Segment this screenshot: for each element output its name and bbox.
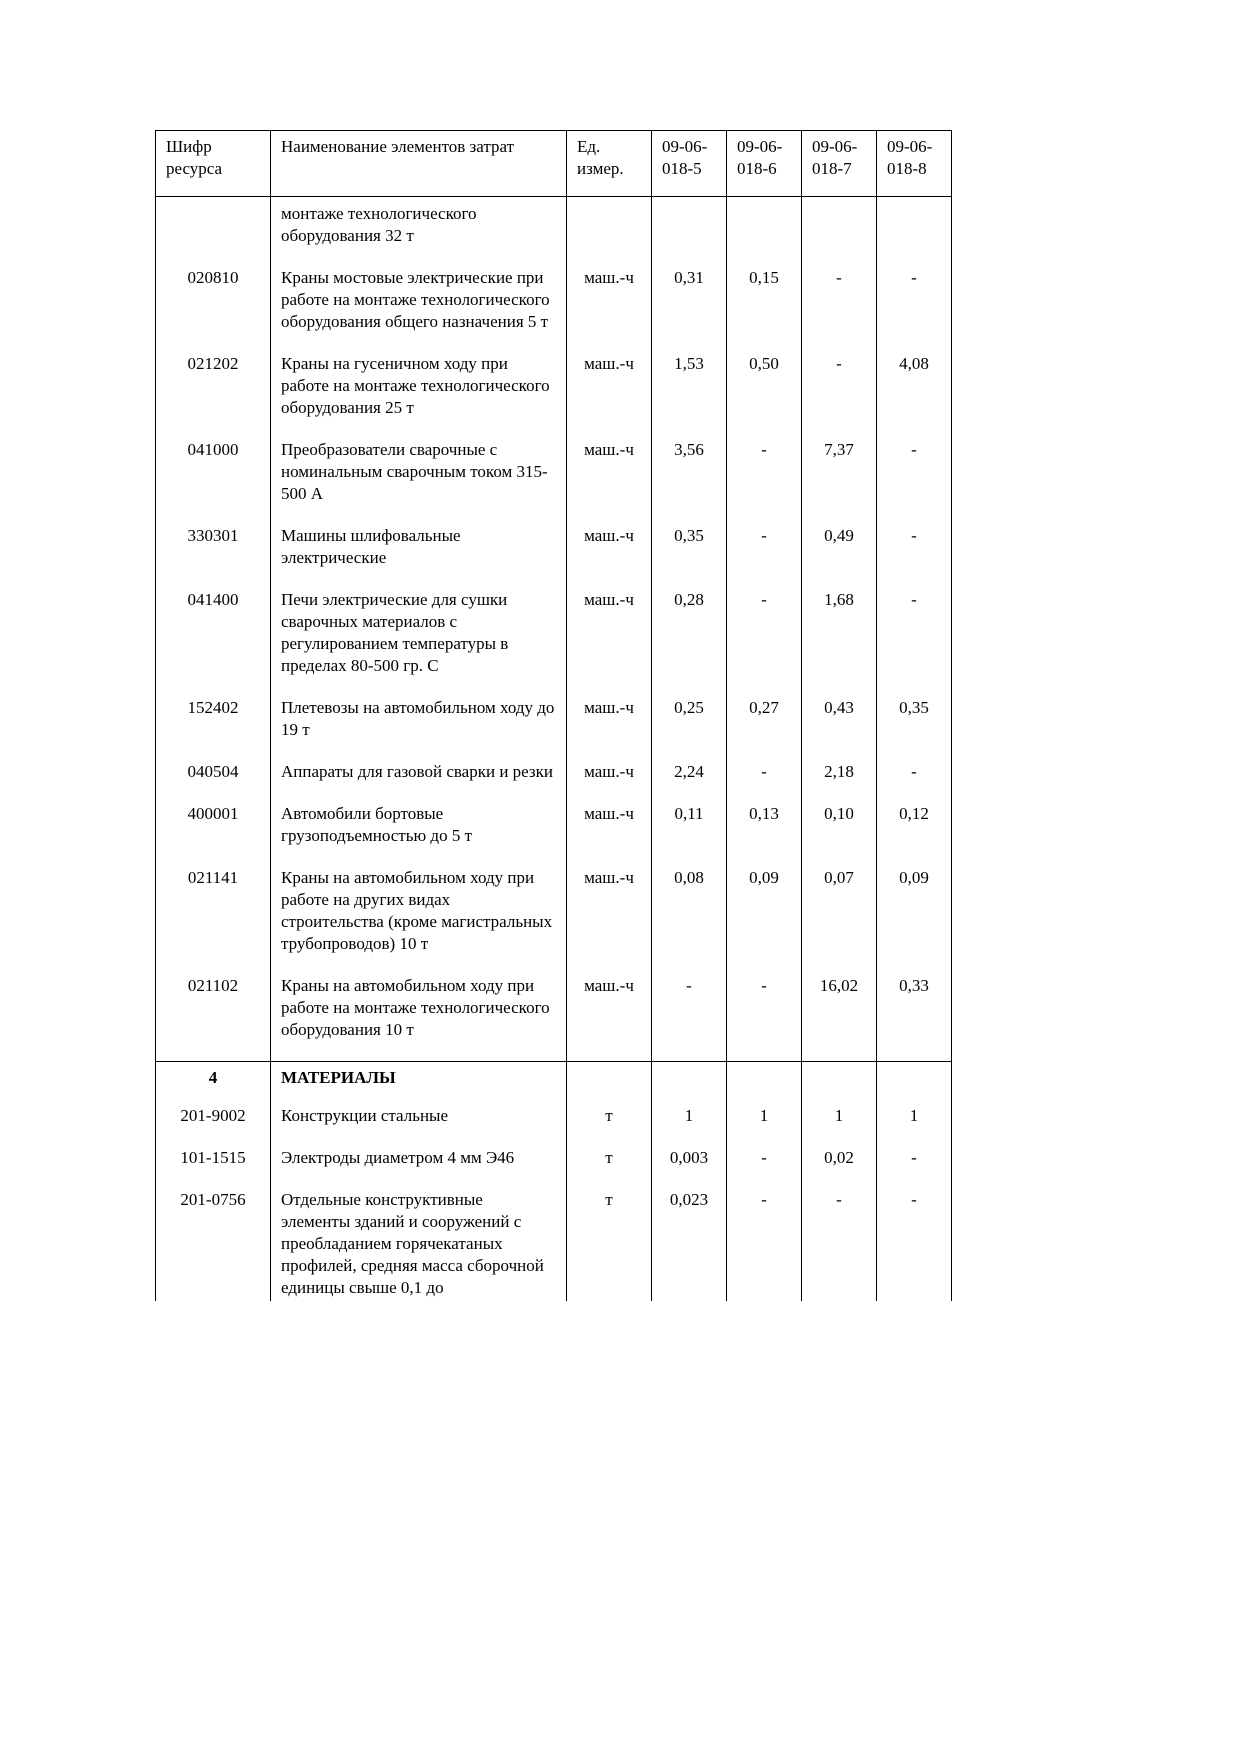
cost-element-name: Электроды диаметром 4 мм Э46 (271, 1147, 567, 1189)
section-row-materials (156, 1062, 952, 1106)
cost-element-name: Конструкции стальные (271, 1105, 567, 1147)
cost-element-name: Краны мостовые электрические при работе на монтаже технологического оборудования общего назначения 5 т (271, 267, 567, 353)
value-018-6 (727, 197, 802, 268)
unit-of-measure: т (567, 1105, 652, 1147)
resource-code: 020810 (156, 267, 271, 353)
unit-of-measure: маш.-ч (567, 439, 652, 525)
value-018-7: 7,37 (802, 439, 877, 525)
resource-code: 400001 (156, 803, 271, 867)
resource-code: 021102 (156, 975, 271, 1062)
resource-code (156, 197, 271, 268)
value-018-8: 0,33 (877, 975, 952, 1062)
value-018-8: 1 (877, 1105, 952, 1147)
cost-element-name: Плетевозы на автомобильном ходу до 19 т (271, 697, 567, 761)
value-018-8: - (877, 761, 952, 803)
unit-of-measure: маш.-ч (567, 761, 652, 803)
cost-element-name: Краны на автомобильном ходу при работе на других видах строительства (кроме магистральных трубопроводов) 10 т (271, 867, 567, 975)
value-018-6: - (727, 761, 802, 803)
unit-of-measure (567, 197, 652, 268)
cost-element-name: Краны на автомобильном ходу при работе на монтаже технологического оборудования 10 т (271, 975, 567, 1062)
value-018-5: 0,08 (652, 867, 727, 975)
value-018-5: 0,31 (652, 267, 727, 353)
table-row (156, 1105, 952, 1147)
value-018-5: 0,003 (652, 1147, 727, 1189)
value-018-7: - (802, 1189, 877, 1301)
value-018-7 (802, 1062, 877, 1106)
value-018-7: 0,10 (802, 803, 877, 867)
resource-code: 041000 (156, 439, 271, 525)
resource-code: 152402 (156, 697, 271, 761)
value-018-5: 0,11 (652, 803, 727, 867)
header-resource-code: Шифр ресурса (156, 131, 271, 197)
value-018-6: - (727, 1147, 802, 1189)
resource-code: 330301 (156, 525, 271, 589)
value-018-7: 0,02 (802, 1147, 877, 1189)
resource-code: 101-1515 (156, 1147, 271, 1189)
table-row (156, 525, 952, 589)
unit-of-measure: маш.-ч (567, 697, 652, 761)
value-018-7: 0,49 (802, 525, 877, 589)
unit-of-measure: маш.-ч (567, 353, 652, 439)
table-row (156, 1147, 952, 1189)
table-row (156, 867, 952, 975)
value-018-7: 0,07 (802, 867, 877, 975)
table-row (156, 589, 952, 697)
section-title: МАТЕРИАЛЫ (271, 1062, 567, 1106)
value-018-7: 0,43 (802, 697, 877, 761)
cost-element-name: Аппараты для газовой сварки и резки (271, 761, 567, 803)
table-row (156, 761, 952, 803)
value-018-7: - (802, 353, 877, 439)
value-018-5: 2,24 (652, 761, 727, 803)
unit-of-measure (567, 1062, 652, 1106)
value-018-6: - (727, 1189, 802, 1301)
unit-of-measure: т (567, 1147, 652, 1189)
value-018-7: 1,68 (802, 589, 877, 697)
unit-of-measure: маш.-ч (567, 589, 652, 697)
table-row (156, 1189, 952, 1301)
value-018-6: 0,13 (727, 803, 802, 867)
value-018-7: 2,18 (802, 761, 877, 803)
resource-code: 021141 (156, 867, 271, 975)
value-018-8: 4,08 (877, 353, 952, 439)
cost-element-name: монтаже технологического оборудования 32 т (271, 197, 567, 268)
value-018-6: - (727, 439, 802, 525)
value-018-7: 16,02 (802, 975, 877, 1062)
table-row (156, 697, 952, 761)
value-018-8: 0,09 (877, 867, 952, 975)
value-018-6: 0,15 (727, 267, 802, 353)
resource-code: 201-9002 (156, 1105, 271, 1147)
value-018-8: - (877, 589, 952, 697)
cost-element-name: Отдельные конструктивные элементы зданий и сооружений с преобладанием горячекатаных профилей, средняя масса сборочной единицы свыше 0,1 до (271, 1189, 567, 1301)
table-row (156, 353, 952, 439)
value-018-6: 0,27 (727, 697, 802, 761)
value-018-5: 0,28 (652, 589, 727, 697)
value-018-5: 0,25 (652, 697, 727, 761)
table-row (156, 267, 952, 353)
unit-of-measure: маш.-ч (567, 803, 652, 867)
table-row (156, 197, 952, 268)
value-018-5 (652, 197, 727, 268)
header-norm-09-06-018-7: 09-06- 018-7 (802, 131, 877, 197)
table-row (156, 439, 952, 525)
value-018-5: 0,35 (652, 525, 727, 589)
value-018-7 (802, 197, 877, 268)
cost-elements-table (155, 130, 952, 1301)
value-018-6: - (727, 525, 802, 589)
value-018-5: 3,56 (652, 439, 727, 525)
unit-of-measure: маш.-ч (567, 867, 652, 975)
value-018-6: - (727, 975, 802, 1062)
unit-of-measure: т (567, 1189, 652, 1301)
value-018-6: 1 (727, 1105, 802, 1147)
value-018-7: - (802, 267, 877, 353)
unit-of-measure: маш.-ч (567, 525, 652, 589)
value-018-8: - (877, 525, 952, 589)
cost-element-name: Краны на гусеничном ходу при работе на монтаже технологического оборудования 25 т (271, 353, 567, 439)
value-018-8 (877, 197, 952, 268)
resource-code: 021202 (156, 353, 271, 439)
value-018-5: 1,53 (652, 353, 727, 439)
table-row (156, 803, 952, 867)
value-018-8 (877, 1062, 952, 1106)
cost-element-name: Печи электрические для сушки сварочных материалов с регулированием температуры в пределах 80-500 гр. С (271, 589, 567, 697)
cost-element-name: Преобразователи сварочные с номинальным сварочным током 315-500 А (271, 439, 567, 525)
header-cost-element-name: Наименование элементов затрат (271, 131, 567, 197)
value-018-8: - (877, 1189, 952, 1301)
value-018-5: - (652, 975, 727, 1062)
value-018-6: 0,50 (727, 353, 802, 439)
table-row (156, 975, 952, 1062)
value-018-8: 0,12 (877, 803, 952, 867)
resource-code: 041400 (156, 589, 271, 697)
header-norm-09-06-018-6: 09-06- 018-6 (727, 131, 802, 197)
header-unit: Ед. измер. (567, 131, 652, 197)
value-018-6: - (727, 589, 802, 697)
value-018-8: - (877, 267, 952, 353)
value-018-8: 0,35 (877, 697, 952, 761)
value-018-6: 0,09 (727, 867, 802, 975)
cost-element-name: Машины шлифовальные электрические (271, 525, 567, 589)
value-018-8: - (877, 439, 952, 525)
value-018-5: 0,023 (652, 1189, 727, 1301)
value-018-8: - (877, 1147, 952, 1189)
value-018-5 (652, 1062, 727, 1106)
resource-code: 040504 (156, 761, 271, 803)
unit-of-measure: маш.-ч (567, 975, 652, 1062)
section-number: 4 (156, 1062, 271, 1106)
cost-element-name: Автомобили бортовые грузоподъемностью до 5 т (271, 803, 567, 867)
value-018-7: 1 (802, 1105, 877, 1147)
resource-code: 201-0756 (156, 1189, 271, 1301)
header-norm-09-06-018-5: 09-06- 018-5 (652, 131, 727, 197)
header-norm-09-06-018-8: 09-06- 018-8 (877, 131, 952, 197)
unit-of-measure: маш.-ч (567, 267, 652, 353)
table-header-row (156, 131, 952, 197)
value-018-5: 1 (652, 1105, 727, 1147)
value-018-6 (727, 1062, 802, 1106)
